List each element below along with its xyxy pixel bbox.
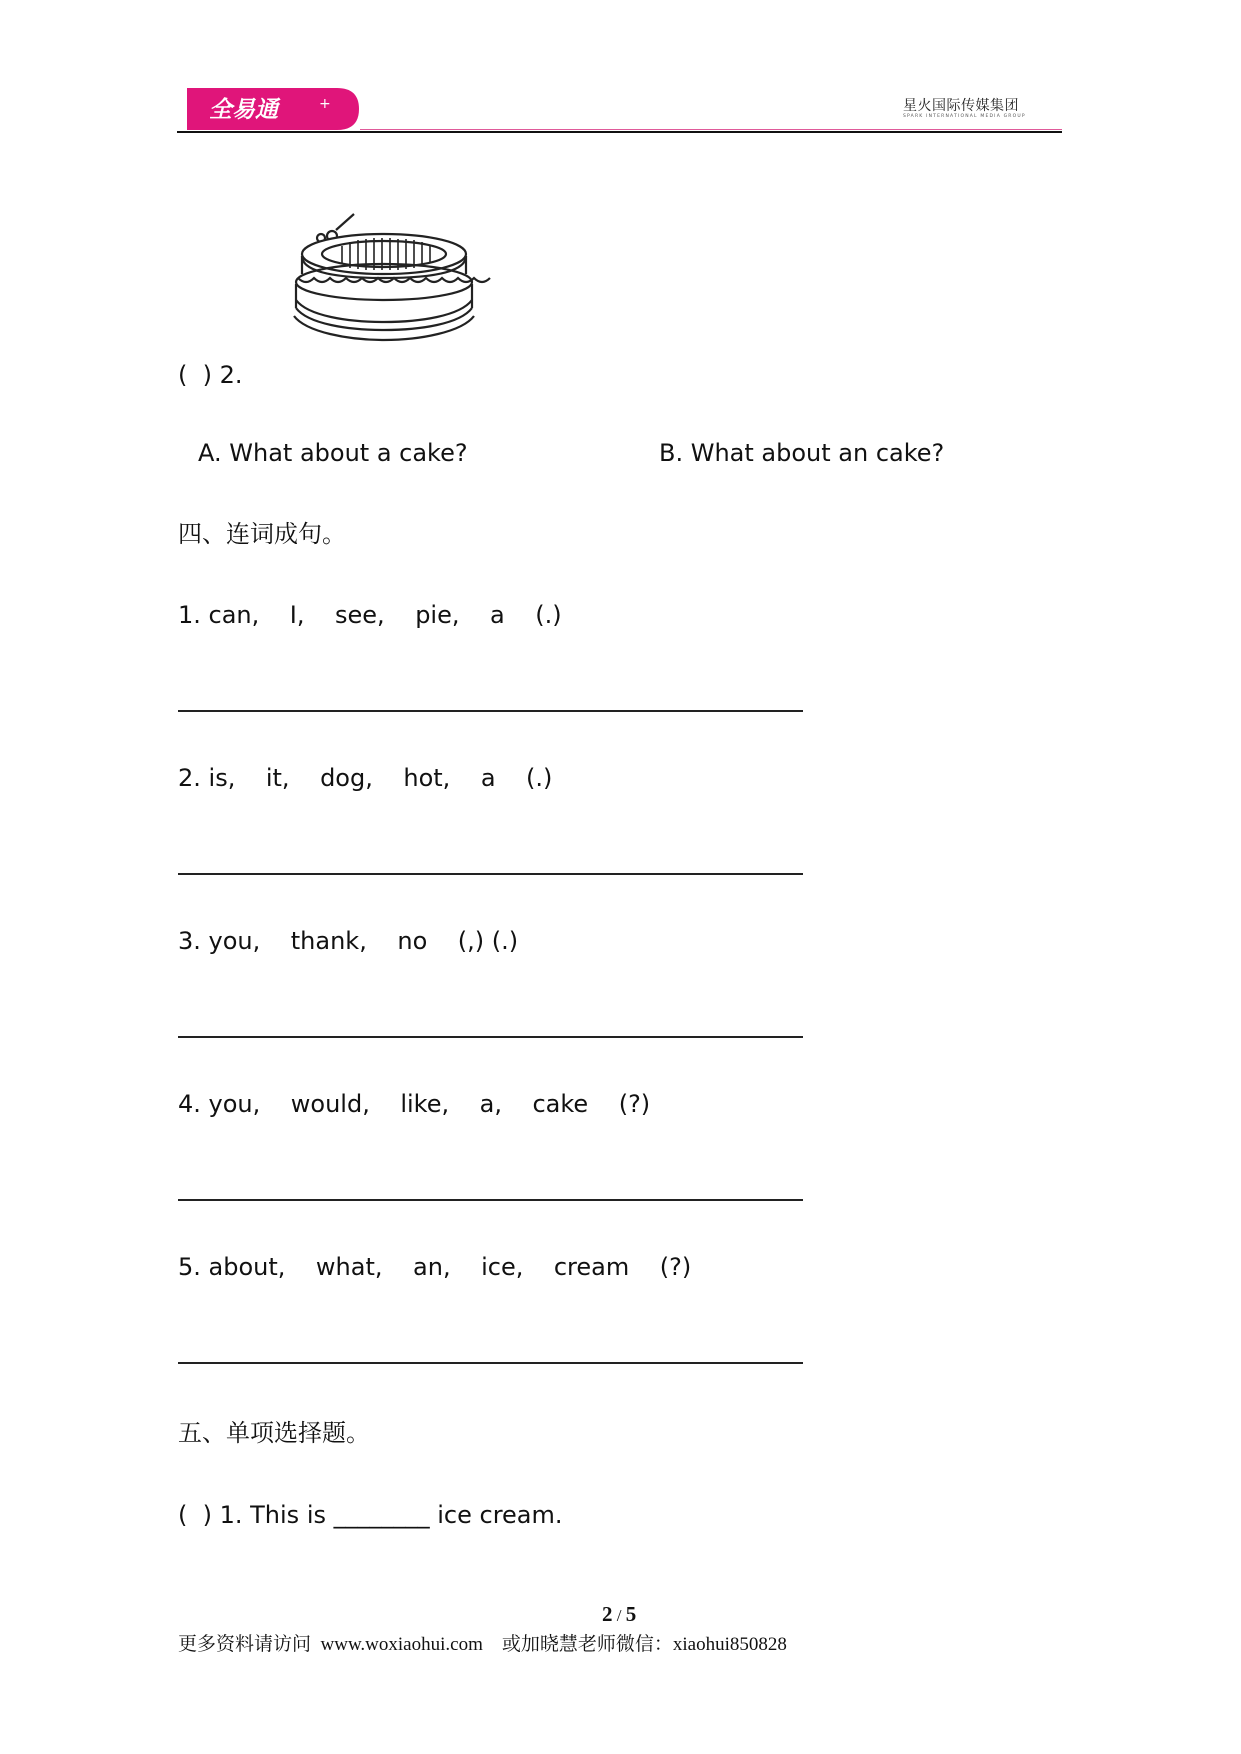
answer-line[interactable] [178, 710, 803, 712]
answer-line[interactable] [178, 1036, 803, 1038]
question-item: ( ) 1. This is ________ ice cream. [178, 1501, 563, 1529]
header-divider-accent [360, 129, 1062, 130]
answer-line[interactable] [178, 1362, 803, 1364]
brand-name-cn: 星火国际传媒集团 [903, 98, 1019, 114]
section-title: 四、连词成句。 [178, 520, 346, 548]
list-item: 1. can, I, see, pie, a (.) [178, 601, 562, 629]
footer-note: 更多资料请访问 www.woxiaohui.com 或加晓慧老师微信：xiaohui850828 [178, 1634, 787, 1655]
brand-name-en: SPARK INTERNATIONAL MEDIA GROUP [903, 114, 1026, 119]
svg-text:+: + [319, 96, 331, 112]
section-title: 五、单项选择题。 [178, 1419, 370, 1447]
logo-text: 全易通 [209, 97, 278, 123]
header-logo [187, 88, 359, 130]
option-b: B. What about an cake? [659, 439, 945, 467]
answer-line[interactable] [178, 1199, 803, 1201]
header-divider [177, 131, 1062, 133]
answer-line[interactable] [178, 873, 803, 875]
option-a: A. What about a cake? [198, 439, 468, 467]
cake-icon [288, 212, 518, 344]
page-number: 2 / 5 [602, 1602, 637, 1626]
list-item: 3. you, thank, no (,) (.) [178, 927, 519, 955]
list-item: 2. is, it, dog, hot, a (.) [178, 764, 553, 792]
question-label: ( ) 2. [178, 361, 243, 389]
list-item: 5. about, what, an, ice, cream (?) [178, 1253, 692, 1281]
list-item: 4. you, would, like, a, cake (?) [178, 1090, 651, 1118]
